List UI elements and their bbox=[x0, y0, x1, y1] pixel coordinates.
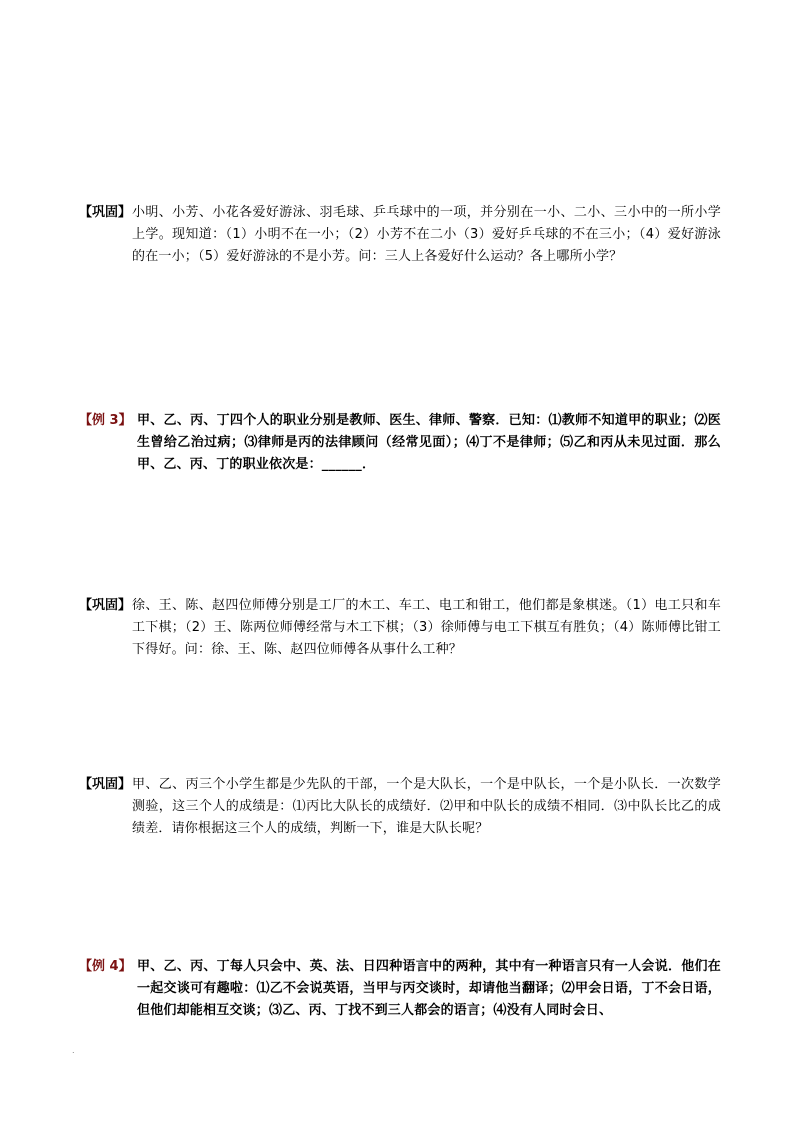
problem-consolidate-2 bbox=[79, 595, 721, 661]
problem-example-3 bbox=[79, 410, 721, 476]
problem-consolidate-1 bbox=[79, 202, 721, 268]
problem-text: 甲、乙、丙、丁每人只会中、英、法、日四种语言中的两种，其中有一种语言只有一人会说．他们在一起交谈可有趣啦：⑴乙不会说英语，当甲与丙交谈时，却请他当翻译；⑵甲会日语，丁不会日语，但他们却能相互交谈；⑶乙、丙、丁找不到三人都会的语言；⑷没有人同时会日、 bbox=[137, 959, 721, 1018]
footer-mark: . bbox=[72, 1046, 75, 1055]
problem-tag: 【巩固】 bbox=[79, 777, 132, 792]
problem-consolidate-3 bbox=[79, 774, 721, 840]
problem-text: 小明、小芳、小花各爱好游泳、羽毛球、乒乓球中的一项，并分别在一小、二小、三小中的一所小学上学。现知道：（1）小明不在一小；（2）小芳不在二小（3）爱好乒乓球的不在三小；（4）爱好游泳的在一小；（5）爱好游泳的不是小芳。问：三人上各爱好什么运动？各上哪所小学？ bbox=[132, 205, 721, 264]
problem-tag: 【例 3】 bbox=[79, 413, 132, 428]
problem-text: 甲、乙、丙、丁四个人的职业分别是教师、医生、律师、警察．已知：⑴教师不知道甲的职业；⑵医生曾给乙治过病；⑶律师是丙的法律顾问（经常见面）；⑷丁不是律师；⑸乙和丙从未见过面．那么甲、乙、丙、丁的职业依次是：______． bbox=[137, 413, 721, 472]
problem-text: 徐、王、陈、赵四位师傅分别是工厂的木工、车工、电工和钳工，他们都是象棋迷。（1）电工只和车工下棋；（2）王、陈两位师傅经常与木工下棋；（3）徐师傅与电工下棋互有胜负；（4）陈师傅比钳工下得好。问：徐、王、陈、赵四位师傅各从事什么工种？ bbox=[132, 598, 721, 657]
problem-tag: 【巩固】 bbox=[79, 205, 132, 220]
problem-example-4 bbox=[79, 956, 721, 1022]
problem-tag: 【巩固】 bbox=[79, 598, 132, 613]
problem-tag: 【例 4】 bbox=[79, 959, 132, 974]
problem-text: 甲、乙、丙三个小学生都是少先队的干部，一个是大队长，一个是中队长，一个是小队长．一次数学测验，这三个人的成绩是：⑴丙比大队长的成绩好．⑵甲和中队长的成绩不相同．⑶中队长比乙的成绩差．请你根据这三个人的成绩，判断一下，谁是大队长呢？ bbox=[132, 777, 721, 836]
